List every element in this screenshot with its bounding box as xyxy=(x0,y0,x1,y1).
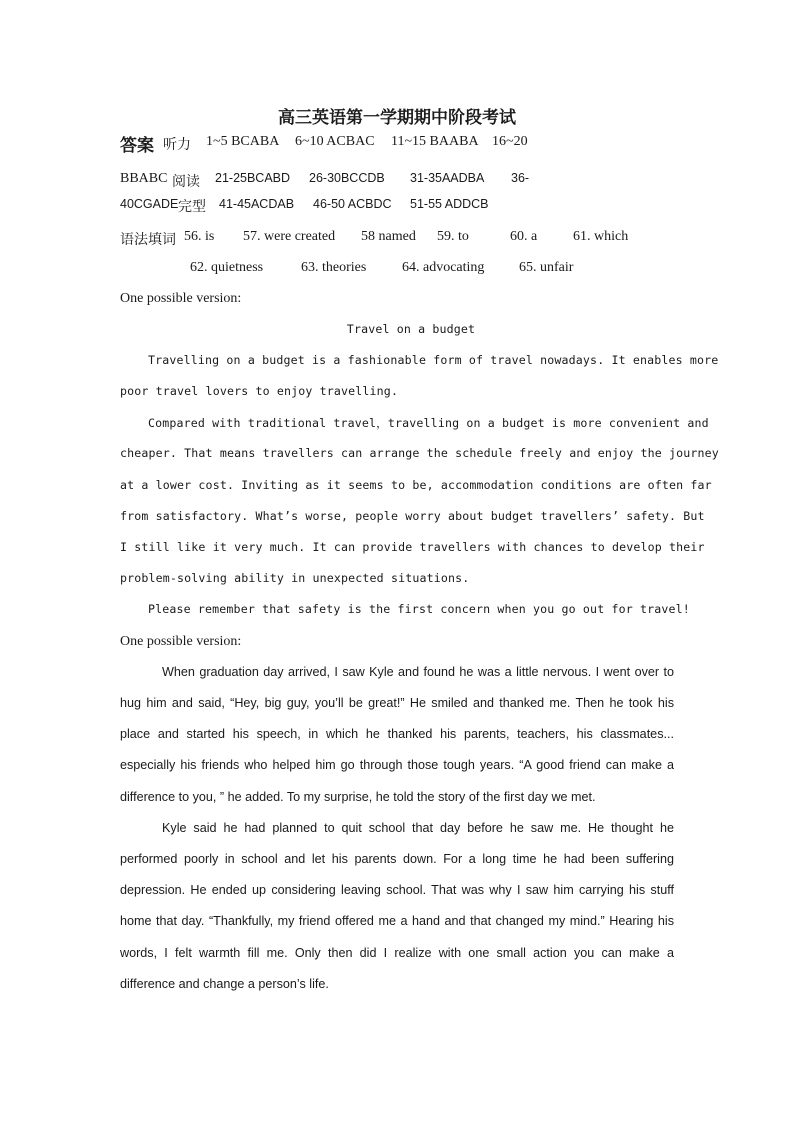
grammar-answer: 58 named xyxy=(361,229,416,244)
grammar-answer: 56. is xyxy=(184,229,215,244)
cloze-answers-1: 41-45ACDAB xyxy=(219,197,295,211)
writing1-intro: One possible version: xyxy=(120,291,242,306)
writing2-intro: One possible version: xyxy=(120,634,242,649)
story-line: difference and change a person’s life. xyxy=(120,977,329,991)
listening-answers-4-start: 16~20 xyxy=(492,134,528,149)
reading-answers-1: 21-25BCABD xyxy=(215,171,291,185)
essay-line: cheaper. That means travellers can arrange the schedule freely and enjoy the journey xyxy=(120,446,719,460)
story-line: words, I felt warmth fill me. Only then did I realize with one small action you can make a xyxy=(120,946,674,960)
reading-answers-4-start: 36- xyxy=(511,171,530,185)
grammar-answer: 63. theories xyxy=(301,260,367,275)
grammar-answer: 65. unfair xyxy=(519,260,574,275)
essay-heading: Travel on a budget xyxy=(346,322,476,336)
essay-line: Compared with traditional travel，travelling on a budget is more convenient and xyxy=(148,416,709,430)
reading-answers-2: 26-30BCCDB xyxy=(309,171,385,185)
grammar-answer: 57. were created xyxy=(243,229,336,244)
listening-label: 听力 xyxy=(163,138,191,153)
story-line: performed poorly in school and let his parents down. For a long time he had been suffering xyxy=(120,852,674,866)
cloze-answers-3: 51-55 ADDCB xyxy=(410,197,489,211)
grammar-answer: 61. which xyxy=(573,229,629,244)
listening-answers-3: 11~15 BAABA xyxy=(391,134,479,149)
story-line: Kyle said he had planned to quit school that day before he saw me. He thought he xyxy=(162,821,674,835)
story-line: hug him and said, “Hey, big guy, you’ll be great!” He smiled and thanked me. Then he took his xyxy=(120,696,674,710)
listening-answers-4-end: BBABC xyxy=(120,171,168,186)
story-line: place and started his speech, in which he thanked his parents, teachers, his classmates... xyxy=(120,727,674,741)
reading-label: 阅读 xyxy=(172,175,200,190)
grammar-label: 语法填词 xyxy=(120,233,176,248)
reading-answers-4-end: 40CGADE xyxy=(120,197,179,211)
grammar-answer: 62. quietness xyxy=(190,260,264,275)
essay-line: Travelling on a budget is a fashionable form of travel nowadays. It enables more xyxy=(148,353,719,367)
cloze-answers-2: 46-50 ACBDC xyxy=(313,197,392,211)
story-line: especially his friends who helped him go through those tough years. “A good friend can make a xyxy=(120,758,674,772)
reading-answers-3: 31-35AADBA xyxy=(410,171,485,185)
story-line: home that day. “Thankfully, my friend offered me a hand and that changed my mind.” Hearing his xyxy=(120,914,674,928)
essay-line: from satisfactory. What’s worse, people worry about budget travellers’ safety. But xyxy=(120,509,705,523)
essay-line: problem-solving ability in unexpected situations. xyxy=(120,571,470,585)
essay-line: poor travel lovers to enjoy travelling. xyxy=(120,384,399,398)
essay-line: Please remember that safety is the first concern when you go out for travel! xyxy=(148,602,690,616)
grammar-answer: 60. a xyxy=(510,229,538,244)
answer-label: 答案 xyxy=(120,136,154,156)
grammar-answer: 59. to xyxy=(437,229,469,244)
essay-line: I still like it very much. It can provide travellers with chances to develop their xyxy=(120,540,705,554)
cloze-label: 完型 xyxy=(178,200,206,215)
grammar-answer: 64. advocating xyxy=(402,260,485,275)
page-title: 高三英语第一学期期中阶段考试 xyxy=(278,108,516,128)
story-line: When graduation day arrived, I saw Kyle and found he was a little nervous. I went over to xyxy=(162,665,674,679)
story-line: difference to you, ” he added. To my surprise, he told the story of the first day we met. xyxy=(120,790,596,804)
story-line: depression. He ended up considering leaving school. That was why I saw him carrying his stuff xyxy=(120,883,674,897)
listening-answers-1: 1~5 BCABA xyxy=(206,134,280,149)
listening-answers-2: 6~10 ACBAC xyxy=(295,134,375,149)
essay-line: at a lower cost. Inviting as it seems to be, accommodation conditions are often far xyxy=(120,478,712,492)
